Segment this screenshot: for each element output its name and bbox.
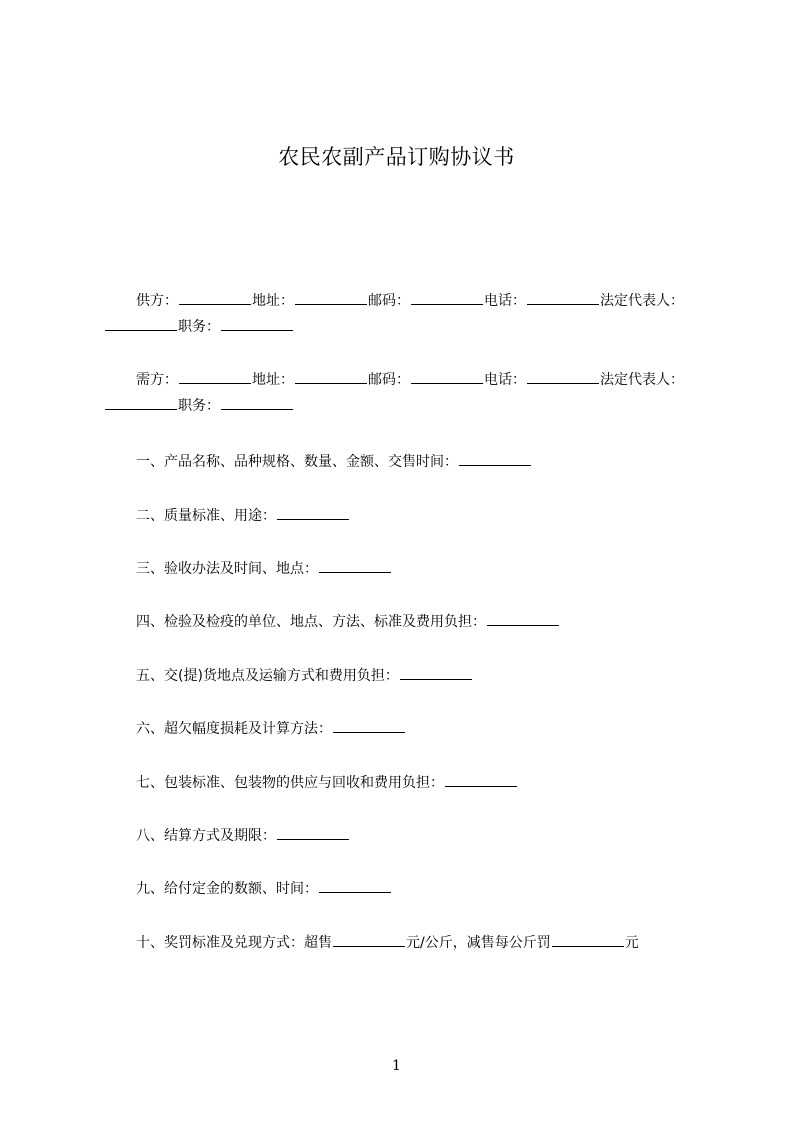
clause-10 [104, 932, 639, 953]
clause-10-prefix: 十、奖罚标准及兑现方式：超售 [136, 935, 332, 951]
supplier-name-blank [179, 290, 251, 305]
supplier-postcode-blank [411, 290, 483, 305]
buyer-address-blank [295, 369, 367, 384]
clause-3 [104, 558, 392, 579]
clause-blank [319, 558, 391, 573]
supplier-phone-blank [527, 290, 599, 305]
buyer-rep-blank [105, 395, 177, 410]
clause-text: 四、检验及检疫的单位、地点、方法、标准及费用负担： [136, 614, 486, 630]
buyer-postcode-blank [411, 369, 483, 384]
supplier-address-blank [295, 290, 367, 305]
supplier-phone-label: 电话： [484, 293, 526, 309]
clause-text: 五、交(提)货地点及运输方式和费用负担： [136, 668, 399, 684]
buyer-label: 需方： [136, 372, 178, 388]
clause-4 [104, 611, 560, 632]
supplier-rep-blank [105, 316, 177, 331]
buyer-phone-blank [527, 369, 599, 384]
buyer-postcode-label: 邮码： [368, 372, 410, 388]
clause-1 [104, 451, 532, 472]
clause-blank [277, 505, 349, 520]
clause-blank [277, 825, 349, 840]
clause-8 [104, 825, 350, 846]
clause-text: 三、验收办法及时间、地点： [136, 561, 318, 577]
supplier-address-label: 地址： [252, 293, 294, 309]
clause-10-middle: 元/公斤，减售每公斤罚 [406, 935, 551, 951]
supplier-rep-label: 法定代表人： [600, 293, 684, 309]
clause-text: 七、包装标准、包装物的供应与回收和费用负担： [136, 775, 444, 791]
supplier-block [104, 288, 714, 340]
supplier-position-label: 职务： [178, 319, 220, 335]
clause-text: 六、超欠幅度损耗及计算方法： [136, 721, 332, 737]
supplier-position-blank [221, 316, 293, 331]
supplier-postcode-label: 邮码： [368, 293, 410, 309]
buyer-rep-label: 法定代表人： [600, 372, 684, 388]
clause-2 [104, 505, 350, 526]
buyer-block [104, 367, 714, 419]
buyer-position-label: 职务： [178, 398, 220, 414]
supplier-label: 供方： [136, 293, 178, 309]
clause-blank [319, 878, 391, 893]
over-sale-reward-blank [333, 932, 405, 947]
clause-blank [400, 665, 472, 680]
clause-blank [333, 718, 405, 733]
buyer-address-label: 地址： [252, 372, 294, 388]
buyer-name-blank [179, 369, 251, 384]
clause-5 [104, 665, 473, 686]
buyer-position-blank [221, 395, 293, 410]
clause-10-suffix: 元 [624, 935, 639, 951]
clause-text: 九、给付定金的数额、时间： [136, 881, 318, 897]
document-title: 农民农副产品订购协议书 [278, 145, 515, 169]
clause-7 [104, 772, 518, 793]
clause-9 [104, 878, 392, 899]
clause-text: 一、产品名称、品种规格、数量、金额、交售时间： [136, 454, 458, 470]
clause-blank [445, 772, 517, 787]
under-sale-penalty-blank [552, 932, 624, 947]
buyer-phone-label: 电话： [484, 372, 526, 388]
clause-blank [459, 451, 531, 466]
clause-text: 八、结算方式及期限： [136, 828, 276, 844]
clause-text: 二、质量标准、用途： [136, 508, 276, 524]
clause-6 [104, 718, 406, 739]
clause-blank [487, 611, 559, 626]
page-number: 1 [392, 1058, 401, 1074]
